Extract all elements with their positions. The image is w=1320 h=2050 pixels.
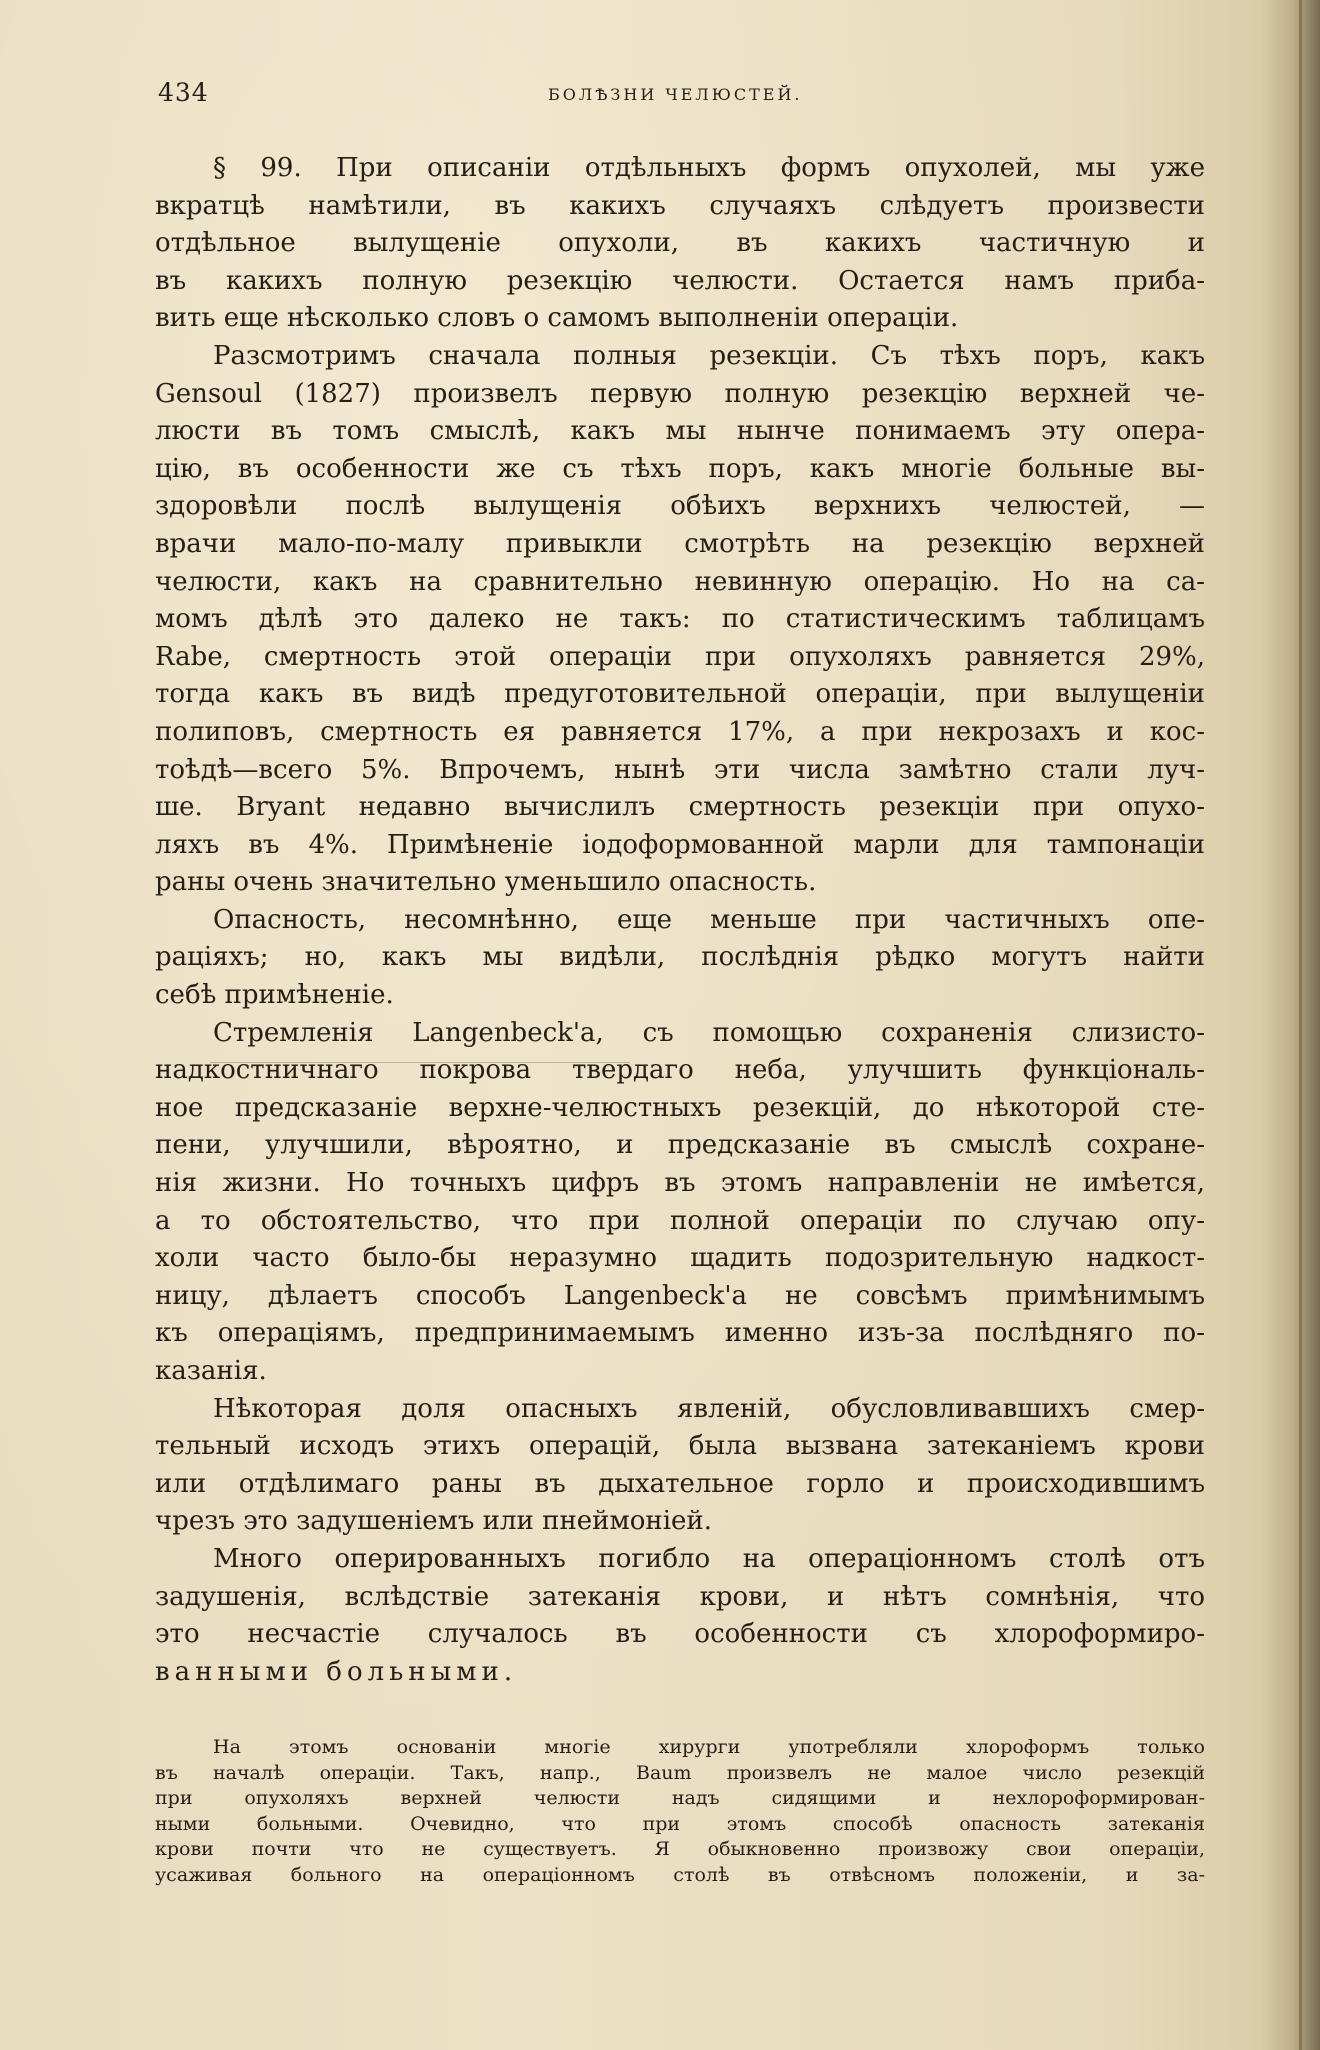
text-line: или отдѣлимаго раны въ дыхательное горло и происходившимъ (155, 1468, 1205, 1499)
running-head: БОЛѢЗНИ ЧЕЛЮСТЕЙ. (548, 85, 803, 104)
page-header (158, 78, 1208, 112)
text-line: раны очень значительно уменьшило опасность. (155, 867, 817, 898)
text-line: здоровѣли послѣ вылущенія обѣихъ верхнихъ челюстей, — (155, 491, 1205, 522)
text-line: чрезъ это задушеніемъ или пнеймоніей. (155, 1506, 712, 1537)
text-line: ницу, дѣлаетъ способъ Langenbeck'а не совсѣмъ примѣнимымъ (155, 1280, 1205, 1311)
text-line: § 99. При описаніи отдѣльныхъ формъ опухолей, мы уже (213, 153, 1205, 183)
text-line: люсти въ томъ смыслѣ, какъ мы нынче понимаемъ эту опера- (155, 416, 1205, 447)
text-line: Rabe, смертность этой операціи при опухоляхъ равняется 29%, (155, 641, 1205, 672)
text-line: Много оперированныхъ погибло на операціонномъ столѣ отъ (213, 1543, 1205, 1574)
text-line: а то обстоятельство, что при полной операціи по случаю опу- (155, 1205, 1205, 1236)
pencil-underline (210, 1058, 630, 1063)
text-line: момъ дѣлѣ это далеко не такъ: по статистическимъ таблицамъ (155, 604, 1205, 635)
footnote-line: ными больными. Очевидно, что при этомъ способѣ опасность затеканія (155, 1812, 1205, 1835)
footnote (155, 1735, 1205, 1888)
text-line: Нѣкоторая доля опасныхъ явленій, обусловливавшихъ смер- (213, 1393, 1205, 1424)
text-line: въ какихъ полную резекцію челюсти. Остается намъ приба- (155, 265, 1205, 296)
text-line: себѣ примѣненіе. (155, 980, 394, 1011)
text-line: тогда какъ въ видѣ предуготовительной операціи, при вылущеніи (155, 679, 1205, 710)
text-line: тоѣдѣ—всего 5%. Впрочемъ, нынѣ эти числа замѣтно стали луч- (155, 754, 1205, 785)
text-line: Опасность, несомнѣнно, еще меньше при частичныхъ опе- (213, 904, 1205, 935)
footnote-line: крови почти что не существуетъ. Я обыкновенно произвожу свои операціи, (155, 1838, 1205, 1860)
text-line: ванными больными. (155, 1656, 518, 1687)
text-line: холи часто было-бы неразумно щадить подозрительную надкост- (155, 1243, 1205, 1274)
text-line: пени, улучшили, вѣроятно, и предсказаніе въ смыслѣ сохране- (155, 1130, 1205, 1161)
text-line: Gensoul (1827) произвелъ первую полную резекцію верхней че- (155, 378, 1205, 409)
text-line: раціяхъ; но, какъ мы видѣли, послѣднія рѣдко могутъ найти (155, 942, 1205, 973)
text-line: тельный исходъ этихъ операцій, была вызвана затеканіемъ крови (155, 1431, 1205, 1462)
text-line: врачи мало-по-малу привыкли смотрѣть на резекцію верхней (155, 528, 1205, 559)
footnote-line: въ началѣ операціи. Такъ, напр., Baum произвелъ не малое число резекцій (155, 1761, 1205, 1784)
text-line: это несчастіе случалось въ особенности съ хлороформиро- (155, 1619, 1205, 1650)
text-line: нія жизни. Но точныхъ цифръ въ этомъ направленіи не имѣется, (155, 1168, 1205, 1199)
footnote-line: усаживая больного на операціонномъ столѣ въ отвѣсномъ положеніи, и за- (155, 1863, 1205, 1886)
spine-line (1299, 0, 1302, 2050)
footnote-line: На этомъ основаніи многіе хирурги употребляли хлороформъ только (213, 1736, 1205, 1758)
main-text (155, 150, 1205, 1691)
text-line: ное предсказаніе верхне-челюстныхъ резекцій, до нѣкоторой сте- (155, 1092, 1205, 1123)
page-number: 434 (158, 78, 209, 107)
text-line: къ операціямъ, предпринимаемымъ именно изъ-за послѣдняго по- (155, 1318, 1205, 1349)
text-line: полиповъ, смертность ея равняется 17%, а при некрозахъ и кос- (155, 716, 1205, 747)
text-line: задушенія, вслѣдствіе затеканія крови, и нѣтъ сомнѣнія, что (155, 1581, 1205, 1612)
spine-shadow (1260, 0, 1320, 2050)
text-line: челюсти, какъ на сравнительно невинную операцію. Но на са- (155, 566, 1205, 597)
text-line: ляхъ въ 4%. Примѣненіе іодоформованной марли для тампонаціи (155, 829, 1205, 860)
text-line: Разсмотримъ сначала полныя резекціи. Съ тѣхъ поръ, какъ (213, 340, 1205, 371)
text-line: казанія. (155, 1356, 267, 1386)
text-line: Стремленія Langenbeck'а, съ помощью сохраненія слизисто- (213, 1017, 1205, 1048)
footnote-line: при опухоляхъ верхней челюсти надъ сидящими и нехлороформирован- (155, 1787, 1205, 1809)
text-line: надкостничнаго покрова твердаго неба, улучшить функціональ- (155, 1055, 1205, 1086)
text-line: отдѣльное вылущеніе опухоли, въ какихъ частичную и (155, 228, 1205, 259)
text-line: ше. Bryant недавно вычислилъ смертность резекціи при опухо- (155, 792, 1205, 823)
text-line: вкратцѣ намѣтили, въ какихъ случаяхъ слѣдуетъ произвести (155, 190, 1205, 221)
text-line: вить еще нѣсколько словъ о самомъ выполненіи операціи. (155, 303, 959, 334)
text-line: цію, въ особенности же съ тѣхъ поръ, какъ многіе больные вы- (155, 453, 1205, 484)
